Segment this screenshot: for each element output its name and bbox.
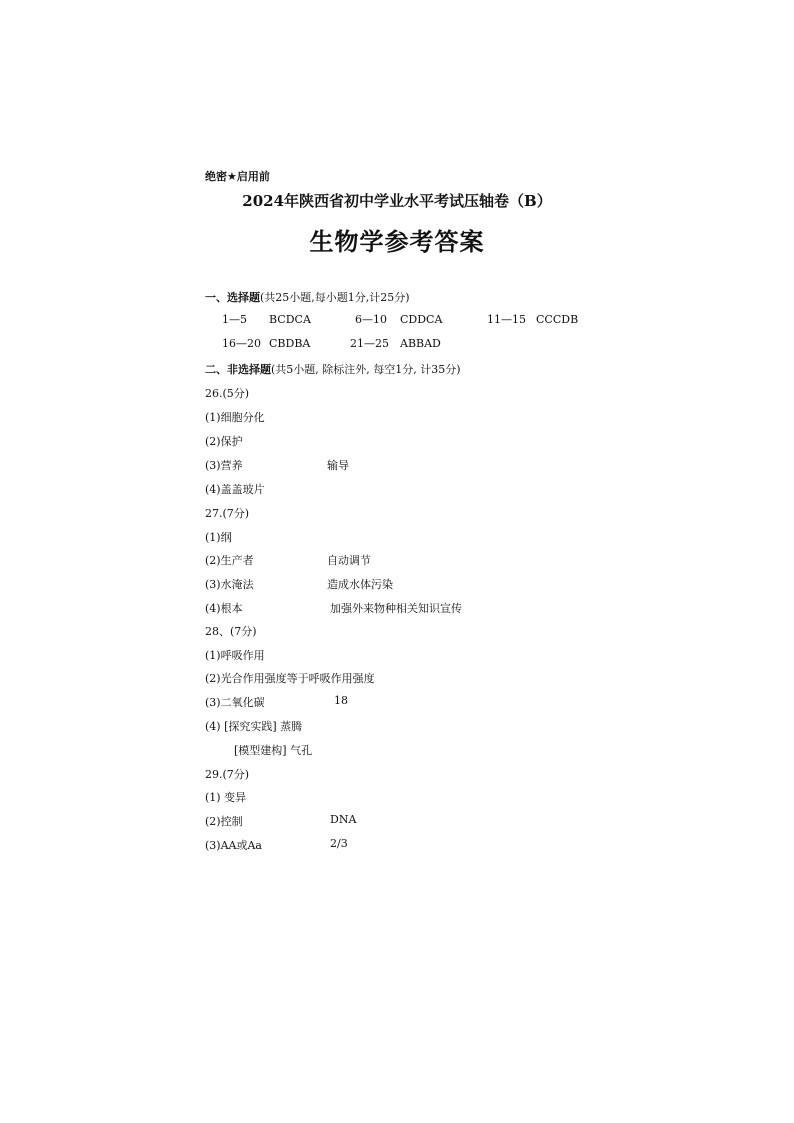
answer-range-1: 1—5: [222, 313, 247, 326]
q29-answer-2b: DNA: [330, 813, 357, 826]
answer-value-2: CDDCA: [400, 313, 443, 326]
q26-answer-2: (2)保护: [205, 435, 243, 448]
answer-key-title: 生物学参考答案: [309, 228, 485, 256]
q28-answer-4b: [模型建构] 气孔: [234, 744, 313, 757]
answer-range-5: 21—25: [350, 337, 389, 350]
section2-note: (共5小题, 除标注外, 每空1分, 计35分): [271, 363, 461, 376]
q29-answer-3a: (3)AA或Aa: [205, 839, 262, 852]
q26-answer-3b: 输导: [327, 459, 349, 472]
q28-answer-4a: (4) [探究实践] 蒸腾: [205, 720, 303, 733]
q27-answer-2b: 自动调节: [327, 554, 371, 567]
answer-range-3: 11—15: [487, 313, 526, 326]
q26-answer-3a: (3)营养: [205, 459, 243, 472]
answer-range-2: 6—10: [355, 313, 387, 326]
q29-answer-2a: (2)控制: [205, 815, 243, 828]
section1-note: (共25小题,每小题1分,计25分): [260, 291, 410, 304]
secret-mark: 绝密★启用前: [205, 170, 270, 183]
q26-title: 26.(5分): [205, 387, 250, 400]
q29-answer-1: (1) 变异: [205, 791, 247, 804]
answer-range-4: 16—20: [222, 337, 261, 350]
q27-answer-4b: 加强外来物种相关知识宣传: [330, 602, 462, 615]
answer-value-3: CCCDB: [536, 313, 579, 326]
q27-title: 27.(7分): [205, 507, 250, 520]
q28-answer-1: (1)呼吸作用: [205, 649, 265, 662]
q28-title: 28、(7分): [205, 625, 257, 638]
answer-value-5: ABBAD: [400, 337, 441, 350]
q29-title: 29.(7分): [205, 768, 250, 781]
q28-answer-2: (2)光合作用强度等于呼吸作用强度: [205, 672, 375, 685]
exam-title: 2024年陕西省初中学业水平考试压轴卷（B）: [242, 192, 552, 210]
section2-heading: 二、非选择题(共5小题, 除标注外, 每空1分, 计35分): [205, 363, 461, 376]
q27-answer-3a: (3)水淹法: [205, 578, 254, 591]
q27-answer-4a: (4)根本: [205, 602, 243, 615]
q28-answer-3a: (3)二氧化碳: [205, 696, 265, 709]
answer-value-1: BCDCA: [269, 313, 311, 326]
section1-heading: 一、选择题(共25小题,每小题1分,计25分): [205, 291, 410, 304]
answer-value-4: CBDBA: [269, 337, 311, 350]
q27-answer-2a: (2)生产者: [205, 554, 254, 567]
q26-answer-1: (1)细胞分化: [205, 411, 265, 424]
q29-answer-3b: 2/3: [330, 837, 348, 850]
q27-answer-3b: 造成水体污染: [327, 578, 393, 591]
q28-answer-3b: 18: [334, 694, 348, 707]
q26-answer-4: (4)盖盖玻片: [205, 483, 265, 496]
q27-answer-1: (1)纲: [205, 531, 232, 544]
